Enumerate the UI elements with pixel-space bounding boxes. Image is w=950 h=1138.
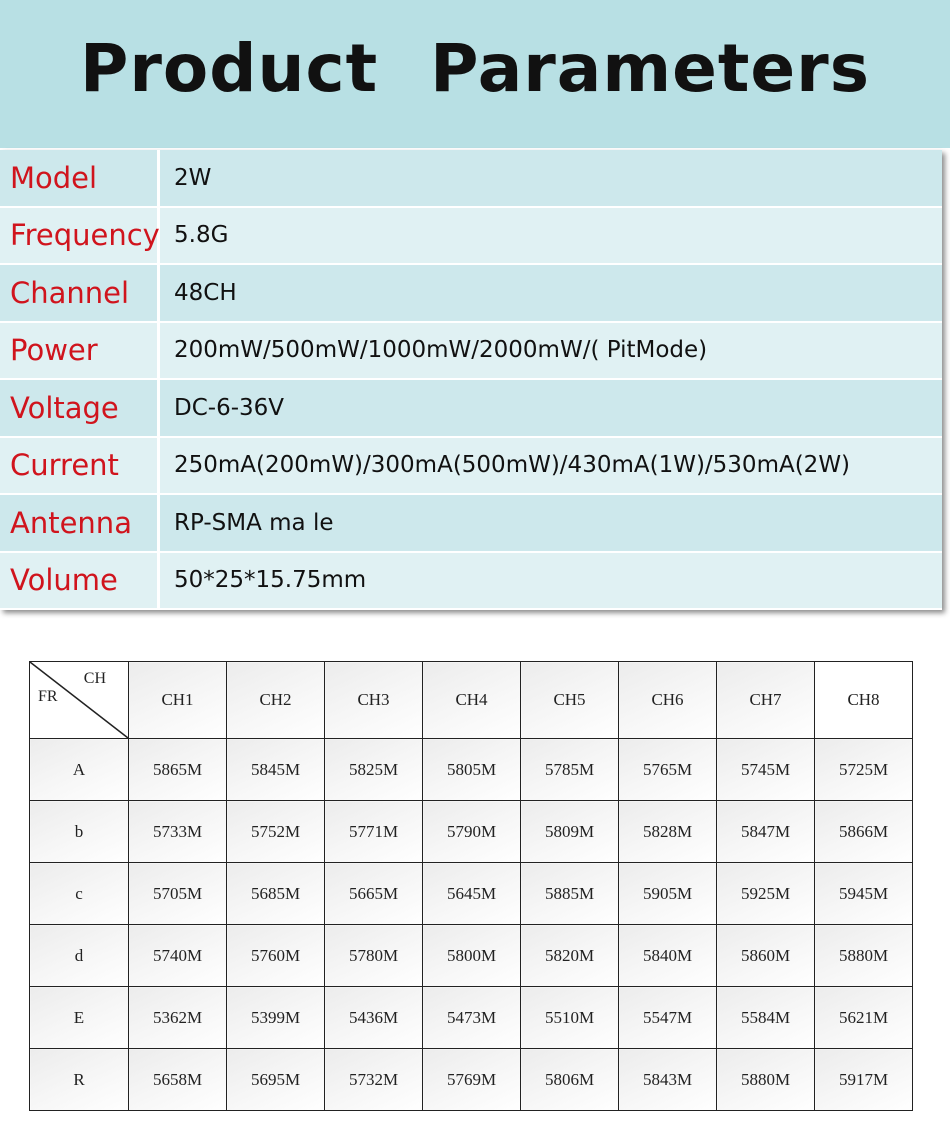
- table-row: [30, 863, 913, 925]
- frequency-cell: 5820M: [521, 925, 619, 987]
- channel-header: CH4: [423, 662, 521, 739]
- frequency-cell: 5825M: [325, 739, 423, 801]
- channel-header: CH1: [129, 662, 227, 739]
- frequency-cell: 5705M: [129, 863, 227, 925]
- frequency-cell: 5685M: [227, 863, 325, 925]
- param-label: Frequency: [0, 208, 160, 264]
- frequency-cell: 5725M: [815, 739, 913, 801]
- param-row-current: [0, 438, 942, 496]
- band-label: b: [30, 801, 129, 863]
- frequency-cell: 5828M: [619, 801, 717, 863]
- frequency-cell: 5665M: [325, 863, 423, 925]
- frequency-cell: 5658M: [129, 1049, 227, 1111]
- table-row: [30, 739, 913, 801]
- param-value: 250mA(200mW)/300mA(500mW)/430mA(1W)/530mA(2W): [174, 452, 851, 479]
- frequency-cell: 5780M: [325, 925, 423, 987]
- table-row: [30, 987, 913, 1049]
- frequency-cell: 5771M: [325, 801, 423, 863]
- frequency-cell: 5645M: [423, 863, 521, 925]
- band-label: d: [30, 925, 129, 987]
- param-row-power: [0, 323, 942, 381]
- param-row-volume: [0, 553, 942, 611]
- band-label: A: [30, 739, 129, 801]
- param-value: 50*25*15.75mm: [174, 567, 367, 594]
- frequency-cell: 5845M: [227, 739, 325, 801]
- header-banner: [0, 0, 950, 148]
- param-label: Voltage: [0, 380, 160, 436]
- parameters-table: [0, 150, 942, 610]
- param-row-frequency: [0, 208, 942, 266]
- frequency-cell: 5695M: [227, 1049, 325, 1111]
- channel-header: CH6: [619, 662, 717, 739]
- frequency-cell: 5880M: [815, 925, 913, 987]
- frequency-cell: 5436M: [325, 987, 423, 1049]
- param-label: Channel: [0, 265, 160, 321]
- param-row-channel: [0, 265, 942, 323]
- param-label: Current: [0, 438, 160, 494]
- param-row-antenna: [0, 495, 942, 553]
- frequency-cell: 5809M: [521, 801, 619, 863]
- frequency-cell: 5840M: [619, 925, 717, 987]
- table-row: [30, 925, 913, 987]
- frequency-cell: 5785M: [521, 739, 619, 801]
- frequency-cell: 5800M: [423, 925, 521, 987]
- frequency-cell: 5843M: [619, 1049, 717, 1111]
- frequency-cell: 5790M: [423, 801, 521, 863]
- frequency-cell: 5847M: [717, 801, 815, 863]
- frequency-cell: 5399M: [227, 987, 325, 1049]
- frequency-cell: 5765M: [619, 739, 717, 801]
- corner-label-ch: CH: [83, 670, 106, 687]
- frequency-cell: 5621M: [815, 987, 913, 1049]
- frequency-table: [29, 661, 913, 1111]
- channel-header: CH8: [815, 662, 913, 739]
- band-label: c: [30, 863, 129, 925]
- frequency-cell: 5584M: [717, 987, 815, 1049]
- band-label: R: [30, 1049, 129, 1111]
- param-value: 2W: [174, 164, 212, 191]
- param-label: Power: [0, 323, 160, 379]
- param-value: 48CH: [174, 279, 237, 306]
- frequency-cell: 5905M: [619, 863, 717, 925]
- param-row-voltage: [0, 380, 942, 438]
- frequency-cell: 5865M: [129, 739, 227, 801]
- frequency-cell: 5945M: [815, 863, 913, 925]
- param-label: Antenna: [0, 495, 160, 551]
- param-value: RP-SMA ma le: [174, 509, 334, 536]
- table-row: [30, 1049, 913, 1111]
- frequency-cell: 5740M: [129, 925, 227, 987]
- frequency-cell: 5752M: [227, 801, 325, 863]
- corner-label-fr: FR: [38, 688, 58, 705]
- param-label: Model: [0, 150, 160, 206]
- frequency-cell: 5805M: [423, 739, 521, 801]
- band-label: E: [30, 987, 129, 1049]
- channel-header: CH7: [717, 662, 815, 739]
- frequency-cell: 5745M: [717, 739, 815, 801]
- frequency-cell: 5473M: [423, 987, 521, 1049]
- frequency-cell: 5866M: [815, 801, 913, 863]
- frequency-cell: 5733M: [129, 801, 227, 863]
- frequency-cell: 5917M: [815, 1049, 913, 1111]
- page-title: Product Parameters: [79, 30, 871, 107]
- frequency-cell: 5547M: [619, 987, 717, 1049]
- frequency-cell: 5885M: [521, 863, 619, 925]
- param-value: DC-6-36V: [174, 394, 285, 421]
- table-row: [30, 801, 913, 863]
- frequency-cell: 5860M: [717, 925, 815, 987]
- frequency-cell: 5510M: [521, 987, 619, 1049]
- frequency-cell: 5362M: [129, 987, 227, 1049]
- channel-header: CH5: [521, 662, 619, 739]
- frequency-cell: 5732M: [325, 1049, 423, 1111]
- param-row-model: [0, 150, 942, 208]
- frequency-cell: 5760M: [227, 925, 325, 987]
- channel-header: CH2: [227, 662, 325, 739]
- param-value: 200mW/500mW/1000mW/2000mW/( PitMode): [174, 337, 708, 364]
- frequency-cell: 5925M: [717, 863, 815, 925]
- table-header-row: [30, 662, 913, 739]
- corner-cell: [30, 662, 129, 739]
- frequency-cell: 5769M: [423, 1049, 521, 1111]
- param-value: 5.8G: [174, 222, 229, 249]
- param-label: Volume: [0, 553, 160, 609]
- frequency-cell: 5880M: [717, 1049, 815, 1111]
- channel-header: CH3: [325, 662, 423, 739]
- frequency-cell: 5806M: [521, 1049, 619, 1111]
